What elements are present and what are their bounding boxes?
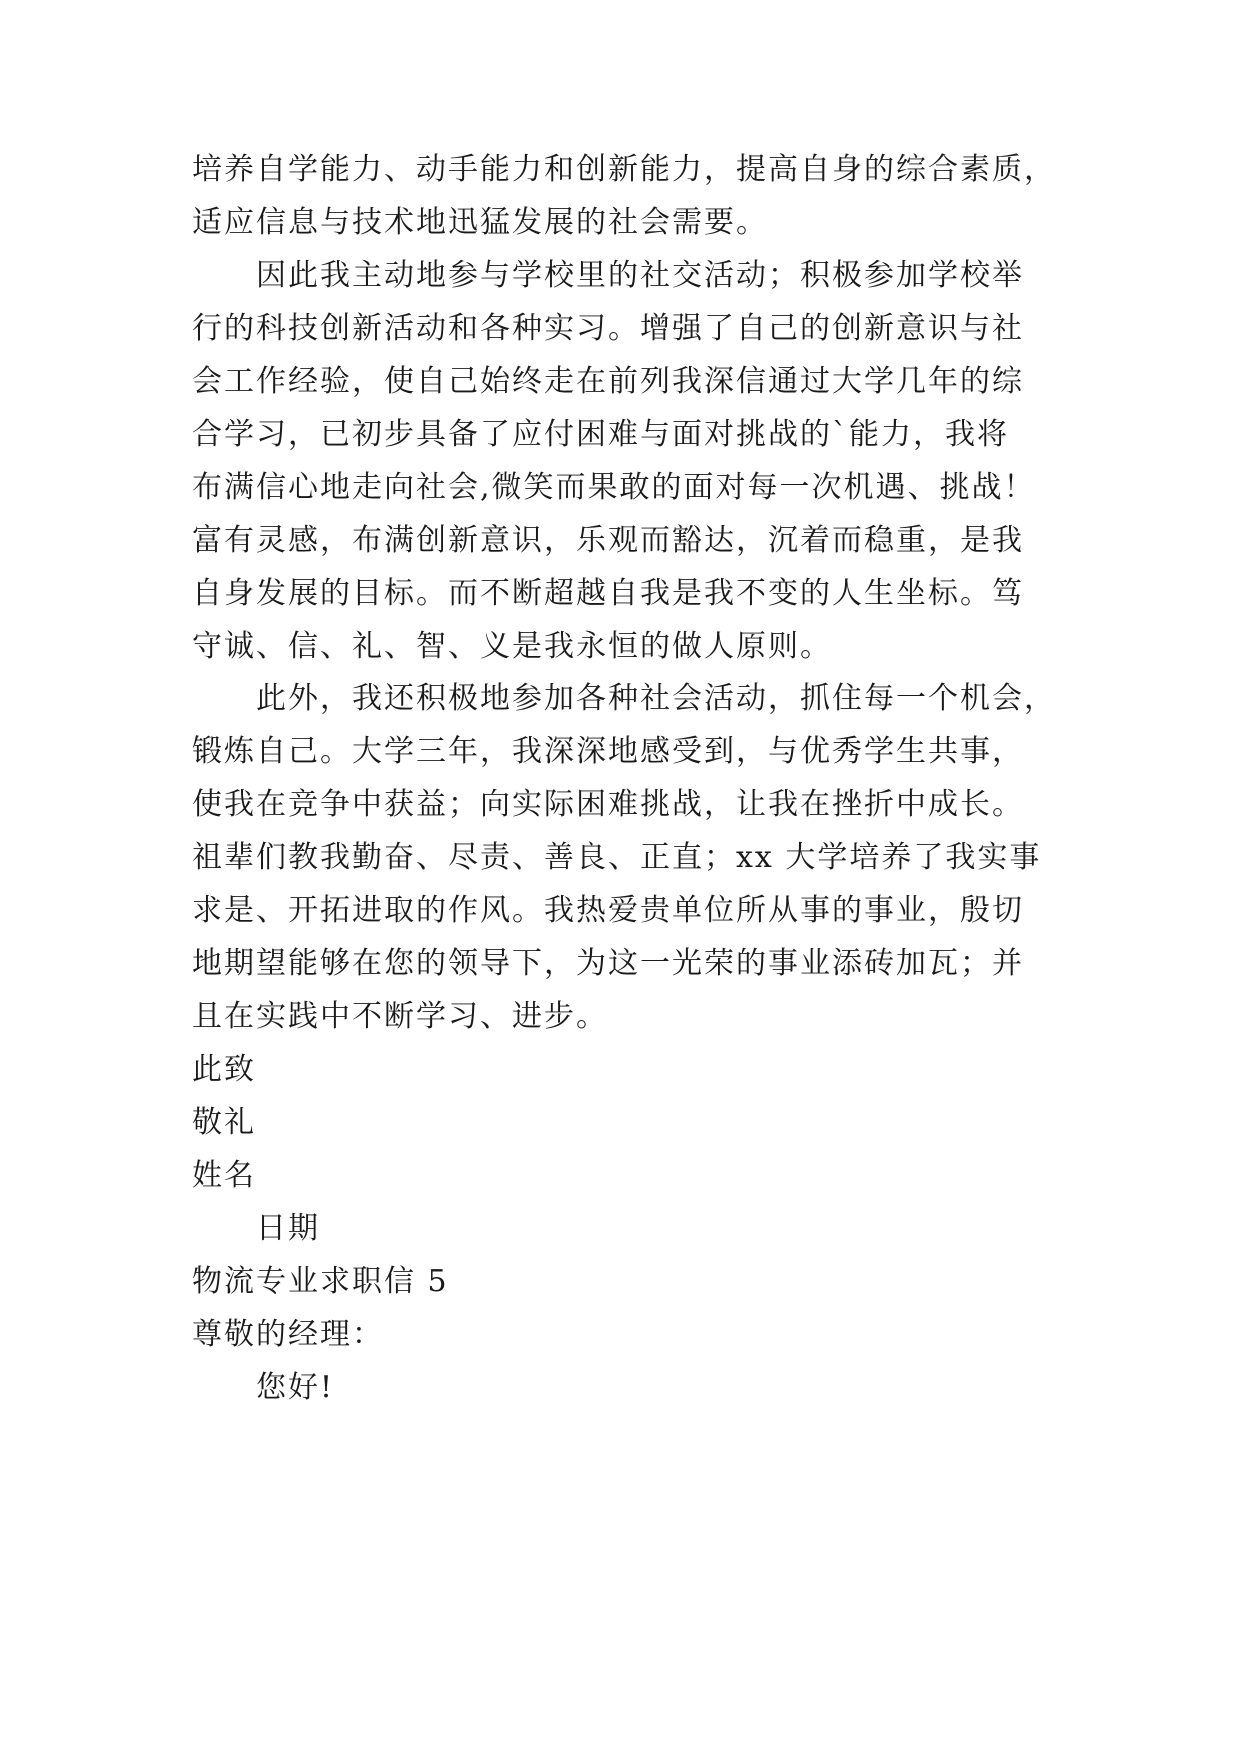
letter-title: 物流专业求职信 5 [192, 1264, 449, 1299]
paragraph-2-line-2: 行的科技创新活动和各种实习。增强了自己的创新意识与社 [192, 311, 1024, 346]
paragraph-2-line-1: 因此我主动地参与学校里的社交活动；积极参加学校举 [256, 258, 1024, 293]
paragraph-3-line-3: 使我在竞争中获益；向实际困难挑战，让我在挫折中成长。 [192, 787, 1024, 822]
letter-hello: 您好! [256, 1370, 335, 1405]
paragraph-3-line-4: 祖辈们教我勤奋、尽责、善良、正直；xx 大学培养了我实事 [192, 840, 1042, 875]
paragraph-3-line-7: 且在实践中不断学习、进步。 [192, 999, 608, 1034]
paragraph-3-line-2: 锻炼自己。大学三年，我深深地感受到，与优秀学生共事， [192, 734, 1024, 769]
closing-salute-1: 此致 [192, 1052, 256, 1087]
paragraph-2-line-5: 布满信心地走向社会,微笑而果敢的面对每一次机遇、挑战！ [192, 470, 1036, 505]
paragraph-2-line-4: 合学习，已初步具备了应付困难与面对挑战的`能力，我将 [192, 417, 1009, 452]
paragraph-3-line-5: 求是、开拓进取的作风。我热爱贵单位所从事的事业，殷切 [192, 893, 1024, 928]
closing-date: 日期 [256, 1211, 320, 1246]
paragraph-3-line-6: 地期望能够在您的领导下，为这一光荣的事业添砖加瓦；并 [192, 946, 1024, 981]
paragraph-2-line-8: 守诚、信、礼、智、义是我永恒的做人原则。 [192, 629, 832, 664]
paragraph-2-line-7: 自身发展的目标。而不断超越自我是我不变的人生坐标。笃 [192, 576, 1024, 611]
paragraph-2-line-6: 富有灵感，布满创新意识，乐观而豁达，沉着而稳重，是我 [192, 523, 1024, 558]
paragraph-3-line-1: 此外，我还积极地参加各种社会活动，抓住每一个机会， [256, 681, 1056, 716]
paragraph-1-line-1: 培养自学能力、动手能力和创新能力，提高自身的综合素质， [192, 152, 1056, 187]
paragraph-2-line-3: 会工作经验，使自己始终走在前列我深信通过大学几年的综 [192, 364, 1024, 399]
paragraph-1-line-2: 适应信息与技术地迅猛发展的社会需要。 [192, 205, 768, 240]
letter-greeting: 尊敬的经理： [192, 1317, 384, 1352]
closing-name: 姓名 [192, 1158, 256, 1193]
closing-salute-2: 敬礼 [192, 1105, 256, 1140]
